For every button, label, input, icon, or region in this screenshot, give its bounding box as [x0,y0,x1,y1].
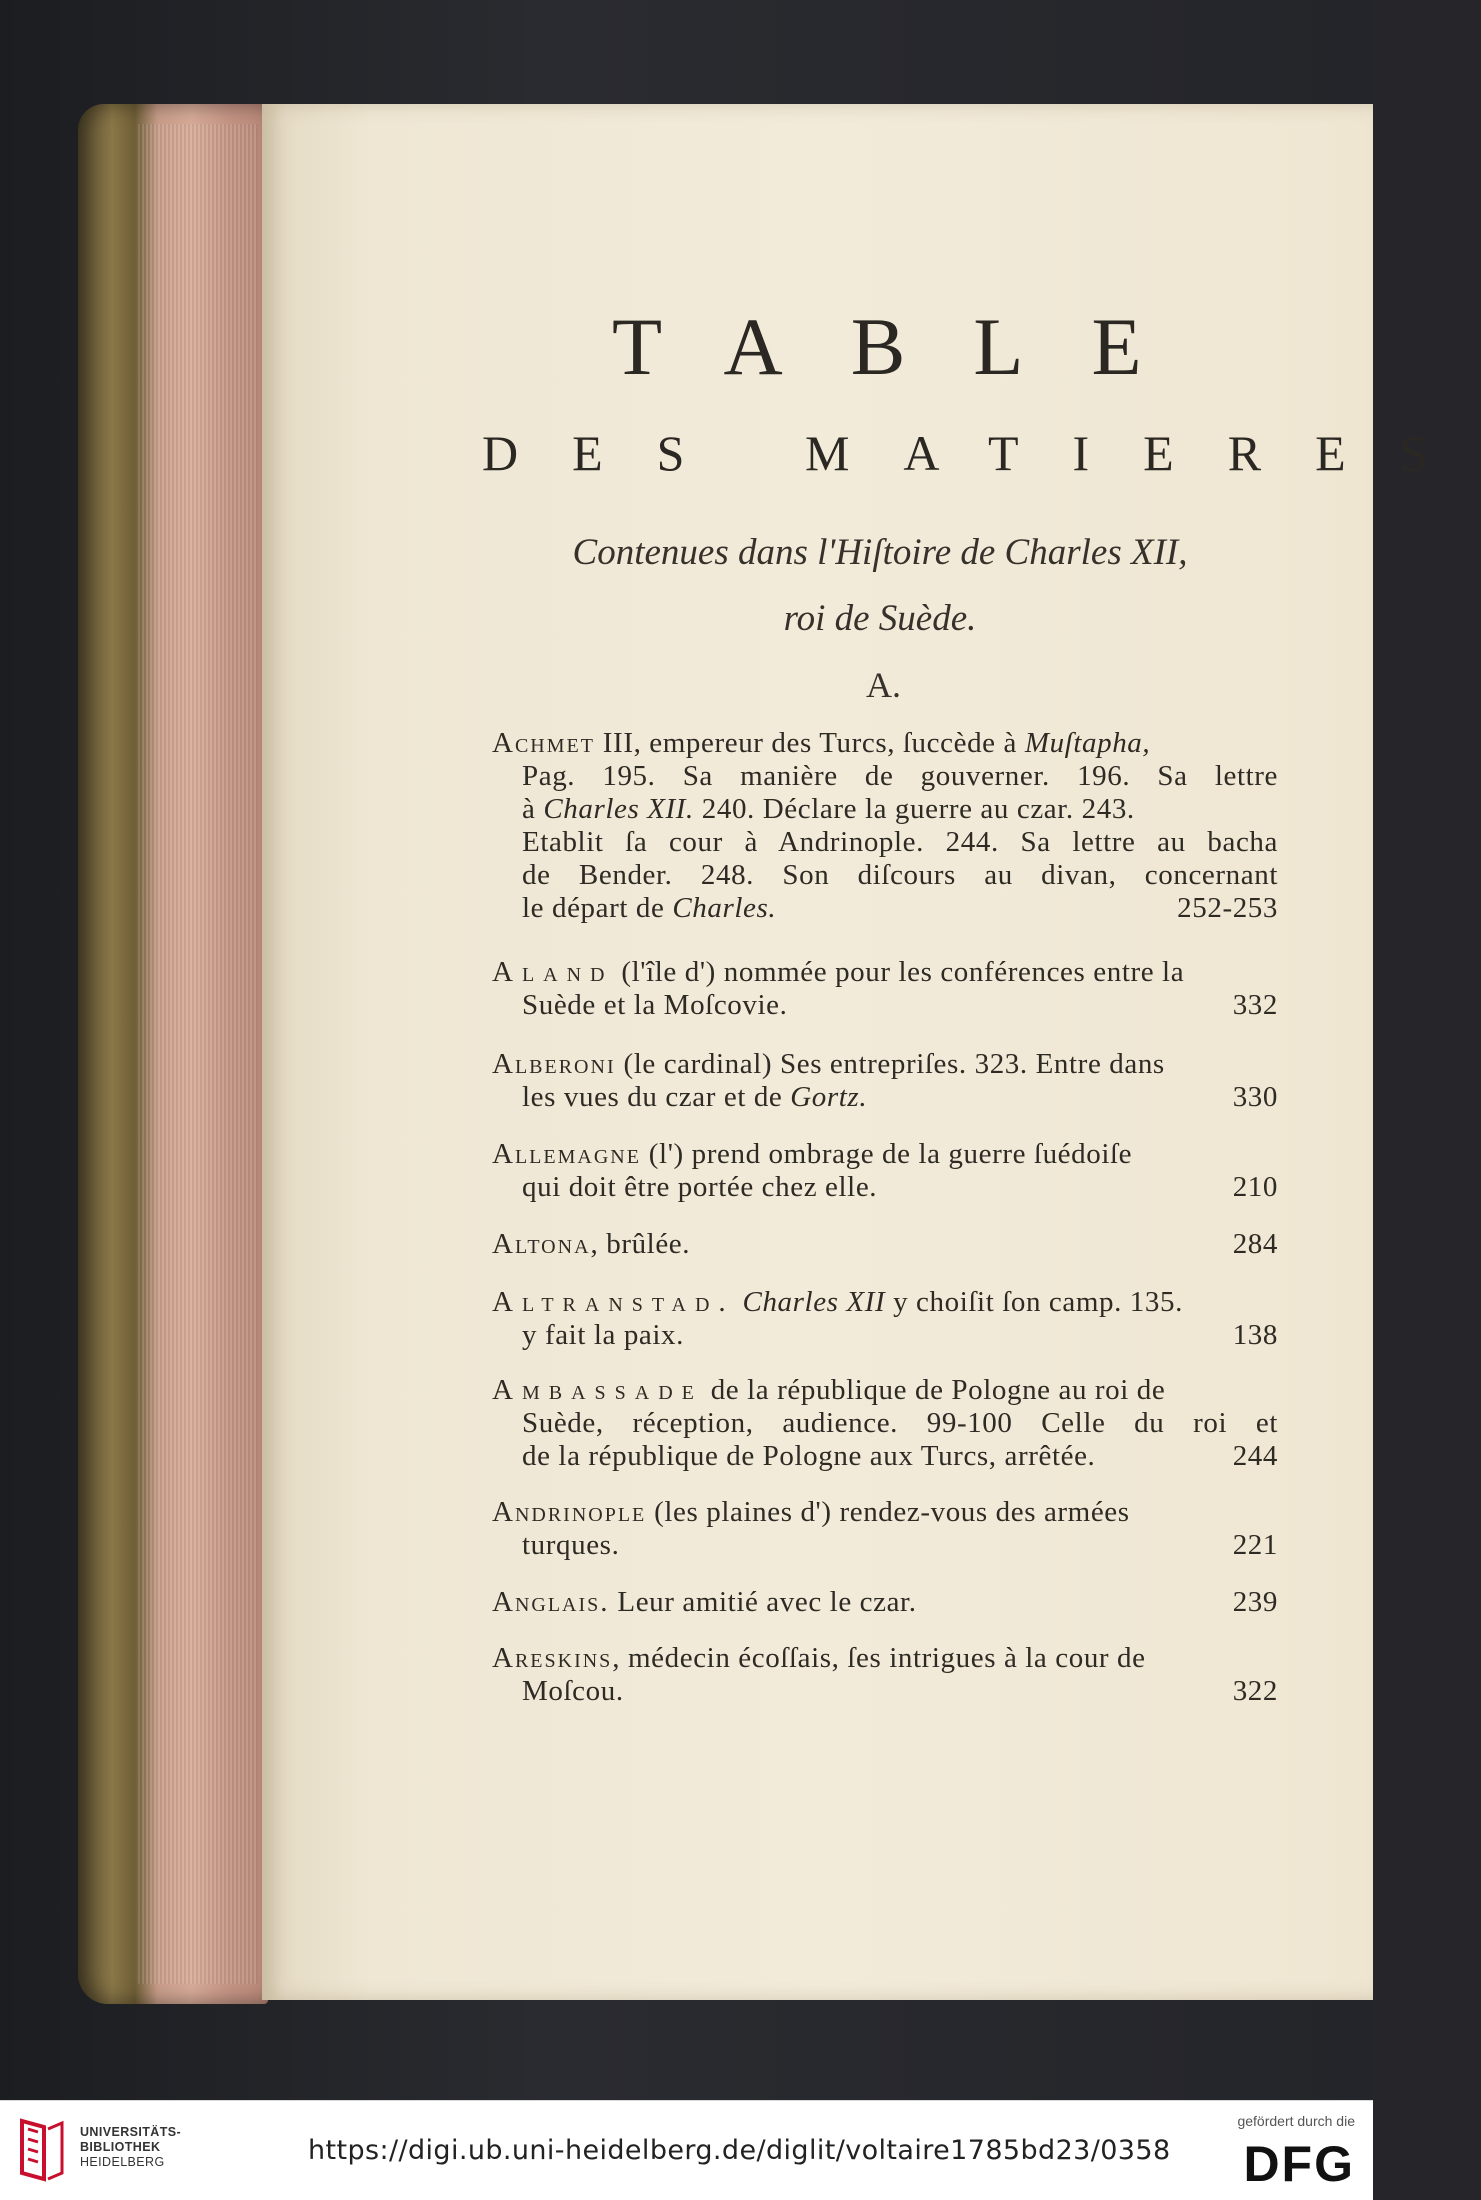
entry-text: Leur amitié avec le czar. [609,1586,917,1618]
entry-italic: Charles XII [742,1286,886,1318]
entry-text: , brûlée. [590,1228,691,1260]
entry-line [492,1586,1278,1619]
entry-line: de Bender. 248. Son diſcours au divan, concernant [522,859,1278,891]
page-number: 284 [1232,1228,1278,1260]
entry-line [492,793,1278,826]
page-number: 332 [1232,989,1278,1021]
entry-text: y fait la paix. [522,1319,685,1351]
entry-italic: Muſtapha, [1024,727,1151,759]
entry-head: Ambassade [492,1374,703,1406]
entry-text: (l'île d') nommée pour les conférences entre la [613,956,1185,988]
library-line-1: UNIVERSITÄTS- [80,2125,182,2139]
page-number: 252-253 [1177,892,1278,924]
entry-text: Moſcou. [522,1675,624,1707]
page-number: 330 [1232,1081,1278,1113]
entry-line [492,1675,1278,1708]
university-library-logo-icon [14,2115,70,2185]
page-number: 244 [1232,1440,1278,1472]
entry-line [492,1319,1278,1352]
entry-line [492,1048,1278,1081]
entry-text: qui doit être portée chez elle. [522,1171,878,1203]
entry-italic: Charles XII. [543,793,694,825]
entry-text: (les plaines d') rendez-vous des armées [646,1496,1130,1528]
funding-label: gefördert durch die [1237,2113,1355,2129]
entry-head: Alberoni [492,1048,616,1080]
index-entry-altona [492,1228,1278,1261]
book-fore-edge [78,104,268,2004]
entry-text: , médecin écoſſais, ſes intrigues à la cour de [612,1642,1146,1674]
entry-line [492,1286,1278,1319]
page-number: 221 [1232,1529,1278,1561]
dfg-logo: DFG [1243,2136,1355,2192]
permalink-url[interactable]: https://digi.ub.uni-heidelberg.de/diglit/voltaire1785bd23/0358 [308,2135,1171,2166]
entry-head: Allemagne [492,1138,641,1170]
entry-line [492,1529,1278,1562]
index-entry-achmet [492,727,1278,925]
page-subtitle [480,520,1280,652]
page-number: 239 [1232,1586,1278,1618]
page-title-secondary: DES MATIERES [482,425,1481,481]
entry-line [492,1228,1278,1261]
entry-line [492,892,1278,925]
library-line-3: HEIDELBERG [80,2155,165,2169]
subtitle-line-1: Contenues dans l'Hiſtoire de Charles XII, [572,532,1188,573]
entry-head: Altona [492,1228,591,1260]
entry-line [492,1081,1278,1114]
entry-line [492,727,1278,760]
entry-italic: Charles. [672,892,777,924]
entry-head: Areskins [492,1642,613,1674]
entry-text: (le cardinal) Ses entrepriſes. 323. Entre dans [615,1048,1165,1080]
index-entry-alberoni [492,1048,1278,1114]
viewer-footer [0,2100,1373,2200]
entry-head: Andrinople [492,1496,647,1528]
entry-text: de la république de Pologne aux Turcs, arrêtée. [522,1440,1096,1472]
entry-head: Aland [492,956,614,988]
entry-text: le départ de [522,892,673,924]
entry-line: Pag. 195. Sa manière de gouverner. 196. Sa lettre [522,760,1278,792]
index-entry-altranstad [492,1286,1278,1352]
entry-text: turques. [522,1529,620,1561]
entry-head: Anglais. [492,1586,610,1618]
entry-line: Suède, réception, audience. 99-100 Celle du roi et [522,1407,1278,1439]
library-line-2: BIBLIOTHEK [80,2140,161,2154]
entry-text: les vues du czar et de [522,1081,791,1113]
entry-line [492,1642,1278,1675]
index-entry-anglais [492,1586,1278,1619]
entry-line [492,1496,1278,1529]
entry-text: à [522,793,544,825]
entry-line: Etablit ſa cour à Andrinople. 244. Sa lettre au bacha [522,826,1278,858]
entry-line [492,1374,1278,1407]
page-title: TABLE [612,301,1210,392]
entry-line [492,989,1278,1022]
entry-line [492,1440,1278,1473]
section-letter: A. [866,665,901,705]
entry-text: 240. Déclare la guerre au czar. 243. [693,793,1135,825]
university-library-name [80,2125,181,2170]
entry-text: de la république de Pologne au roi de [702,1374,1166,1406]
entry-head: Achmet [492,727,595,759]
page-number: 138 [1232,1319,1278,1351]
index-entry-areskins [492,1642,1278,1708]
entry-head: Altranstad. [492,1286,735,1318]
entry-text: y choiſit ſon camp. 135. [885,1286,1183,1318]
entry-text: Suède et la Moſcovie. [522,989,788,1021]
index-entry-aland [492,956,1278,1022]
entry-text: (l') prend ombrage de la guerre ſuédoiſe [640,1138,1133,1170]
index-entry-andrinople [492,1496,1278,1562]
entry-line [492,1138,1278,1171]
entry-line [492,956,1278,989]
page-number: 322 [1232,1675,1278,1707]
entry-line [492,1171,1278,1204]
index-entry-allemagne [492,1138,1278,1204]
subtitle-line-2: roi de Suède. [783,598,977,639]
index-entry-ambassade [492,1374,1278,1473]
entry-text: III, empereur des Turcs, ſuccède à [594,727,1025,759]
entry-italic: Gortz. [790,1081,868,1113]
page-number: 210 [1232,1171,1278,1203]
